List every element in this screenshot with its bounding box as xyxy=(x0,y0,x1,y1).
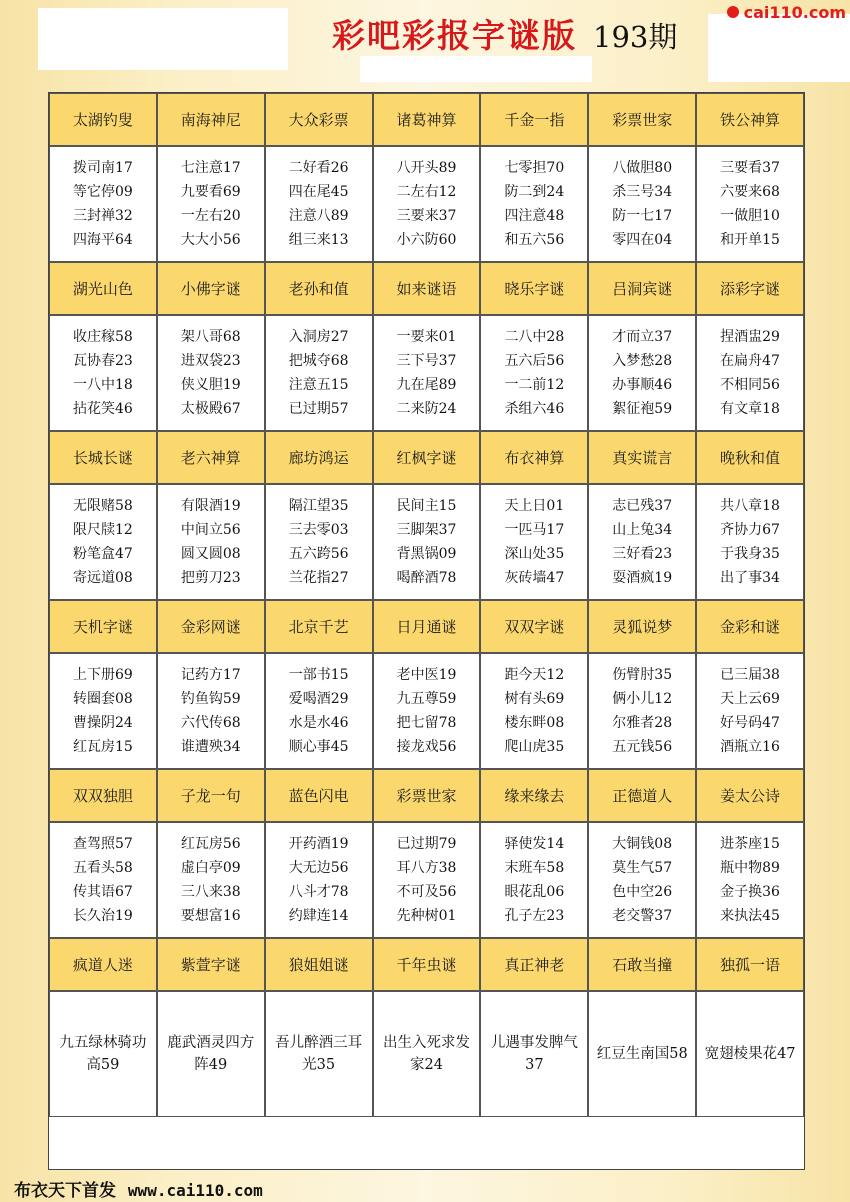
riddle-line: 爬山虎35 xyxy=(504,739,565,755)
riddle-line: 五看头58 xyxy=(73,860,133,876)
riddle-line: 八斗才78 xyxy=(288,884,349,900)
riddle-line: 五元钱56 xyxy=(612,739,673,755)
page-title xyxy=(332,10,677,56)
riddle-line: 侠义胆19 xyxy=(180,377,241,393)
column-header: 小佛字谜 xyxy=(157,262,265,315)
column-header: 疯道人迷 xyxy=(49,938,157,991)
riddle-line: 三八来38 xyxy=(180,884,241,900)
riddle-line: 中间立56 xyxy=(180,522,241,538)
riddle-line: 查驾照57 xyxy=(73,836,133,852)
riddle-line: 把七留78 xyxy=(396,715,457,731)
column-header: 布衣神算 xyxy=(480,431,588,484)
riddle-cell xyxy=(696,146,804,262)
riddle-line: 限尺牍12 xyxy=(73,522,133,538)
riddle-line: 太极殿67 xyxy=(180,401,241,417)
riddle-line: 杀组六46 xyxy=(504,401,565,417)
column-header: 老孙和值 xyxy=(265,262,373,315)
riddle-line: 距今天12 xyxy=(504,667,565,683)
riddle-line: 一要来01 xyxy=(396,329,457,345)
riddle-line: 红瓦房56 xyxy=(180,836,241,852)
riddle-line: 三下号37 xyxy=(396,353,457,369)
riddle-line: 入梦愁28 xyxy=(612,353,673,369)
riddle-line: 约肆连14 xyxy=(288,908,349,924)
column-header: 老六神算 xyxy=(157,431,265,484)
riddle-line: 大大小56 xyxy=(180,232,241,248)
riddle-line: 色中空26 xyxy=(612,884,673,900)
riddle-line: 眼花乱06 xyxy=(504,884,565,900)
riddle-line: 兰花指27 xyxy=(288,570,349,586)
riddle-cell xyxy=(49,315,157,431)
footer xyxy=(14,1176,263,1200)
riddle-line: 把城夺68 xyxy=(288,353,349,369)
riddle-line: 杀三号34 xyxy=(612,184,673,200)
riddle-line: 红瓦房15 xyxy=(73,739,133,755)
riddle-line: 无限赌58 xyxy=(73,498,133,514)
riddle-line: 寄远道08 xyxy=(73,570,133,586)
riddle-line: 山上兔34 xyxy=(612,522,673,538)
riddle-line: 长久治19 xyxy=(73,908,133,924)
riddle-line: 八开头89 xyxy=(396,160,457,176)
column-header: 红枫字谜 xyxy=(373,431,481,484)
riddle-line: 已三届38 xyxy=(720,667,780,683)
riddle-cell xyxy=(480,653,588,769)
riddle-line: 酒瓶立16 xyxy=(720,739,780,755)
riddle-line: 天上云69 xyxy=(720,691,780,707)
riddle-line: 和开单15 xyxy=(720,232,780,248)
blank-panel-left xyxy=(38,8,288,70)
riddle-line: 一二前12 xyxy=(504,377,565,393)
riddle-line: 上下册69 xyxy=(73,667,133,683)
column-header: 吕洞宾谜 xyxy=(588,262,696,315)
riddle-line: 已过期57 xyxy=(288,401,349,417)
riddle-line: 来执法45 xyxy=(720,908,780,924)
riddle-line: 注意五15 xyxy=(288,377,349,393)
riddle-cell xyxy=(265,822,373,938)
poem-cell: 吾儿醉酒三耳光35 xyxy=(265,991,373,1117)
riddle-cell xyxy=(49,146,157,262)
column-header: 子龙一句 xyxy=(157,769,265,822)
riddle-line: 有文章18 xyxy=(720,401,780,417)
riddle-line: 莫生气57 xyxy=(612,860,673,876)
riddle-line: 圆又圆08 xyxy=(180,546,241,562)
column-header: 正德道人 xyxy=(588,769,696,822)
column-header: 灵狐说梦 xyxy=(588,600,696,653)
riddle-line: 有限酒19 xyxy=(180,498,241,514)
riddle-line: 隔江望35 xyxy=(288,498,349,514)
column-header: 姜太公诗 xyxy=(696,769,804,822)
riddle-cell xyxy=(157,315,265,431)
riddle-line: 架八哥68 xyxy=(180,329,241,345)
blank-panel-center xyxy=(360,56,592,82)
riddle-cell xyxy=(265,146,373,262)
riddle-cell xyxy=(373,822,481,938)
riddle-line: 末班车58 xyxy=(504,860,565,876)
column-header: 金彩网谜 xyxy=(157,600,265,653)
riddle-line: 孔子左23 xyxy=(504,908,565,924)
riddle-cell xyxy=(588,653,696,769)
riddle-cell xyxy=(373,146,481,262)
column-header: 狼姐姐谜 xyxy=(265,938,373,991)
footer-url[interactable]: www.cai110.com xyxy=(127,1181,263,1200)
footer-label: 布衣天下首发 xyxy=(14,1181,116,1201)
riddle-line: 金子换36 xyxy=(720,884,780,900)
riddle-line: 防一七17 xyxy=(612,208,673,224)
issue-number: 193期 xyxy=(593,20,678,54)
column-header: 紫萱字谜 xyxy=(157,938,265,991)
riddle-line: 开药酒19 xyxy=(288,836,349,852)
column-header: 真实谎言 xyxy=(588,431,696,484)
riddle-line: 耳八方38 xyxy=(396,860,457,876)
logo-dot-icon xyxy=(727,6,739,18)
riddle-cell xyxy=(49,822,157,938)
column-header: 廊坊鸿运 xyxy=(265,431,373,484)
riddle-line: 六要来68 xyxy=(720,184,780,200)
riddle-line: 防二到24 xyxy=(504,184,565,200)
riddle-line: 一匹马17 xyxy=(504,522,565,538)
riddle-line: 志已残37 xyxy=(612,498,673,514)
column-header: 北京千艺 xyxy=(265,600,373,653)
column-header: 晓乐字谜 xyxy=(480,262,588,315)
riddle-line: 捏酒盅29 xyxy=(720,329,780,345)
column-header: 独孤一语 xyxy=(696,938,804,991)
riddle-line: 三脚架37 xyxy=(396,522,457,538)
column-header: 诸葛神算 xyxy=(373,93,481,146)
riddle-line: 才而立37 xyxy=(612,329,673,345)
riddle-cell xyxy=(157,146,265,262)
riddle-line: 四在尾45 xyxy=(288,184,349,200)
riddle-line: 尔雅者28 xyxy=(612,715,673,731)
riddle-line: 四海平64 xyxy=(73,232,133,248)
column-header: 日月通谜 xyxy=(373,600,481,653)
column-header: 天机字谜 xyxy=(49,600,157,653)
column-header: 双双字谜 xyxy=(480,600,588,653)
blank-panel-right xyxy=(708,14,850,82)
riddle-line: 记药方17 xyxy=(180,667,241,683)
riddle-line: 老中医19 xyxy=(396,667,457,683)
riddle-line: 三要来37 xyxy=(396,208,457,224)
riddle-line: 收庄稼58 xyxy=(73,329,133,345)
column-header: 千年虫谜 xyxy=(373,938,481,991)
column-header: 彩票世家 xyxy=(588,93,696,146)
riddle-line: 谁遭殃34 xyxy=(180,739,241,755)
riddle-line: 虚白亭09 xyxy=(180,860,241,876)
riddle-line: 瓦协春23 xyxy=(73,353,133,369)
riddle-cell xyxy=(480,146,588,262)
riddle-line: 小六防60 xyxy=(396,232,457,248)
riddle-line: 三封禅32 xyxy=(73,208,133,224)
column-header: 铁公神算 xyxy=(696,93,804,146)
poem-cell: 鹿武酒灵四方阵49 xyxy=(157,991,265,1117)
riddle-line: 二来防24 xyxy=(396,401,457,417)
riddle-line: 零四在04 xyxy=(612,232,673,248)
column-header: 金彩和谜 xyxy=(696,600,804,653)
column-header: 真正神老 xyxy=(480,938,588,991)
riddle-cell xyxy=(588,146,696,262)
riddle-cell xyxy=(373,484,481,600)
riddle-line: 絮征袍59 xyxy=(612,401,673,417)
riddle-line: 三要看37 xyxy=(720,160,780,176)
riddle-cell xyxy=(696,653,804,769)
riddle-line: 二左右12 xyxy=(396,184,457,200)
riddle-line: 办事顺46 xyxy=(612,377,673,393)
riddle-line: 楼东畔08 xyxy=(504,715,565,731)
column-header: 双双独胆 xyxy=(49,769,157,822)
riddle-line: 拨司南17 xyxy=(73,160,133,176)
column-header: 缘来缘去 xyxy=(480,769,588,822)
riddle-cell xyxy=(588,484,696,600)
riddle-line: 九五尊59 xyxy=(396,691,457,707)
riddle-cell xyxy=(265,315,373,431)
riddle-line: 不相同56 xyxy=(720,377,780,393)
site-name: cai110.com xyxy=(743,2,846,22)
riddle-cell xyxy=(480,822,588,938)
riddle-line: 和五六56 xyxy=(504,232,565,248)
riddle-line: 七注意17 xyxy=(180,160,241,176)
riddle-line: 入洞房27 xyxy=(288,329,349,345)
riddle-line: 共八章18 xyxy=(720,498,780,514)
riddle-line: 转圈套08 xyxy=(73,691,133,707)
poem-cell: 儿遇事发脾气37 xyxy=(480,991,588,1117)
riddle-line: 进茶座15 xyxy=(720,836,780,852)
riddle-line: 三好看23 xyxy=(612,546,673,562)
column-header: 蓝色闪电 xyxy=(265,769,373,822)
column-header: 晚秋和值 xyxy=(696,431,804,484)
riddle-line: 拈花笑46 xyxy=(73,401,133,417)
riddle-cell xyxy=(265,653,373,769)
riddle-line: 俩小儿12 xyxy=(612,691,673,707)
riddle-line: 灰砖墙47 xyxy=(504,570,565,586)
riddle-line: 背黑锅09 xyxy=(396,546,457,562)
riddle-line: 曹操阴24 xyxy=(73,715,133,731)
riddle-line: 不可及56 xyxy=(396,884,457,900)
riddle-line: 耍酒疯19 xyxy=(612,570,673,586)
riddle-line: 组三来13 xyxy=(288,232,349,248)
riddle-line: 深山处35 xyxy=(504,546,565,562)
column-header: 添彩字谜 xyxy=(696,262,804,315)
riddle-cell xyxy=(157,484,265,600)
riddle-cell xyxy=(696,484,804,600)
riddle-line: 接龙戏56 xyxy=(396,739,457,755)
riddle-line: 伤臂肘35 xyxy=(612,667,673,683)
riddle-line: 二八中28 xyxy=(504,329,565,345)
riddle-line: 大铜钱08 xyxy=(612,836,673,852)
riddle-cell xyxy=(265,484,373,600)
riddle-line: 传其语67 xyxy=(73,884,133,900)
riddle-line: 一做胆10 xyxy=(720,208,780,224)
column-header: 如来谜语 xyxy=(373,262,481,315)
riddle-line: 天上日01 xyxy=(504,498,565,514)
riddle-line: 于我身35 xyxy=(720,546,780,562)
riddle-cell xyxy=(480,484,588,600)
riddle-line: 先种树01 xyxy=(396,908,457,924)
riddle-line: 一八中18 xyxy=(73,377,133,393)
riddle-cell xyxy=(588,822,696,938)
riddle-cell xyxy=(696,315,804,431)
riddle-line: 好号码47 xyxy=(720,715,780,731)
title-text: 彩吧彩报字谜版 xyxy=(332,16,577,55)
riddle-grid xyxy=(48,92,805,1170)
riddle-line: 齐协力67 xyxy=(720,522,780,538)
column-header: 长城长谜 xyxy=(49,431,157,484)
riddle-line: 二好看26 xyxy=(288,160,349,176)
riddle-line: 三去零03 xyxy=(288,522,349,538)
riddle-cell xyxy=(373,653,481,769)
column-header: 大众彩票 xyxy=(265,93,373,146)
column-header: 太湖钓叟 xyxy=(49,93,157,146)
riddle-line: 等它停09 xyxy=(73,184,133,200)
riddle-line: 五六后56 xyxy=(504,353,565,369)
riddle-line: 喝醉酒78 xyxy=(396,570,457,586)
poem-cell: 宽翅棱果花47 xyxy=(696,991,804,1117)
riddle-line: 要想富16 xyxy=(180,908,241,924)
column-header: 石敢当撞 xyxy=(588,938,696,991)
riddle-line: 四注意48 xyxy=(504,208,565,224)
riddle-line: 注意八89 xyxy=(288,208,349,224)
riddle-cell xyxy=(373,315,481,431)
poem-cell: 九五绿林骑功高59 xyxy=(49,991,157,1117)
riddle-line: 粉笔盒47 xyxy=(73,546,133,562)
riddle-line: 把剪刀23 xyxy=(180,570,241,586)
riddle-line: 水是水46 xyxy=(288,715,349,731)
riddle-line: 爱喝酒29 xyxy=(288,691,349,707)
riddle-line: 出了事34 xyxy=(720,570,780,586)
column-header: 千金一指 xyxy=(480,93,588,146)
column-header: 南海神尼 xyxy=(157,93,265,146)
riddle-line: 顺心事45 xyxy=(288,739,349,755)
riddle-line: 已过期79 xyxy=(396,836,457,852)
column-header: 彩票世家 xyxy=(373,769,481,822)
site-badge[interactable] xyxy=(718,0,850,24)
riddle-line: 八做胆80 xyxy=(612,160,673,176)
riddle-cell xyxy=(588,315,696,431)
riddle-cell xyxy=(696,822,804,938)
riddle-cell xyxy=(49,653,157,769)
riddle-line: 七零担70 xyxy=(504,160,565,176)
riddle-line: 瓶中物89 xyxy=(720,860,780,876)
riddle-line: 钓鱼钩59 xyxy=(180,691,241,707)
riddle-cell xyxy=(157,653,265,769)
riddle-line: 驿使发14 xyxy=(504,836,565,852)
riddle-line: 在扁舟47 xyxy=(720,353,780,369)
riddle-line: 树有头69 xyxy=(504,691,565,707)
riddle-line: 六代传68 xyxy=(180,715,241,731)
riddle-line: 大无边56 xyxy=(288,860,349,876)
riddle-line: 五六跨56 xyxy=(288,546,349,562)
riddle-line: 民间主15 xyxy=(396,498,457,514)
column-header: 湖光山色 xyxy=(49,262,157,315)
poem-cell: 红豆生南国58 xyxy=(588,991,696,1117)
riddle-cell xyxy=(157,822,265,938)
riddle-cell xyxy=(49,484,157,600)
riddle-cell xyxy=(480,315,588,431)
riddle-line: 进双袋23 xyxy=(180,353,241,369)
riddle-line: 一左右20 xyxy=(180,208,241,224)
riddle-line: 九在尾89 xyxy=(396,377,457,393)
riddle-line: 老交警37 xyxy=(612,908,673,924)
poem-cell: 出生入死求发家24 xyxy=(373,991,481,1117)
riddle-line: 一部书15 xyxy=(288,667,349,683)
riddle-line: 九要看69 xyxy=(180,184,241,200)
